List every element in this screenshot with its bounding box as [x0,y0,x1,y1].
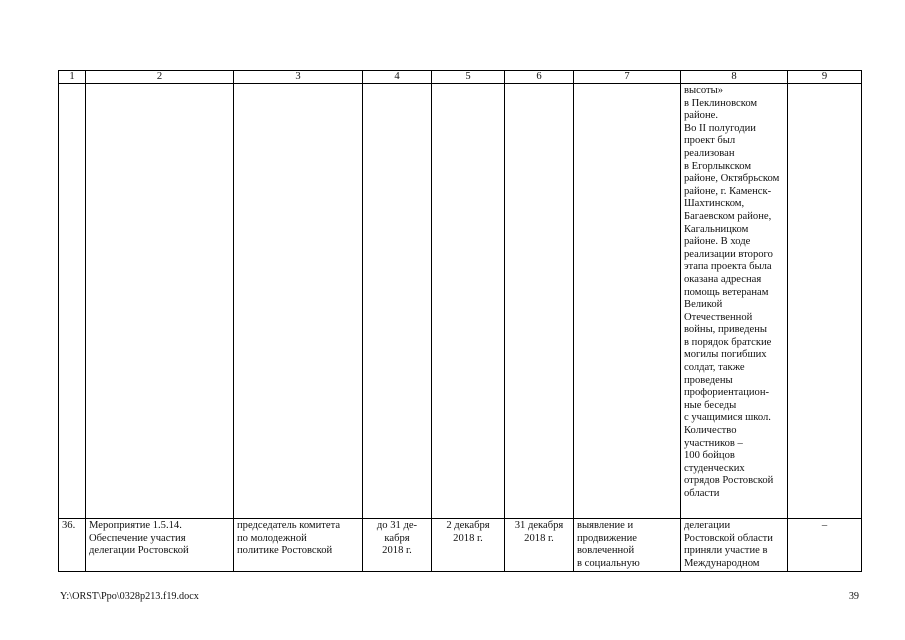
text-line: участников – [684,437,743,449]
text-line: 2018 г. [524,532,554,544]
text-line: 100 бойцов [684,450,735,462]
text-line: высоты» [684,85,724,96]
column-number: 7 [574,71,681,84]
cell-responsible [234,519,363,572]
text-line: области [684,488,720,499]
text-line: до 31 де- [376,520,418,531]
column-number: 2 [86,71,234,84]
text-line: вовлеченной [577,545,635,557]
text-line: Багаевском районе, [684,210,772,222]
text-line: Кагальницком [684,223,749,235]
table-row [59,519,862,572]
cell-empty [505,84,574,519]
cell-start-date [432,519,505,572]
column-number: 5 [432,71,505,84]
text-line: по молодежной [237,532,307,544]
cell-empty [234,84,363,519]
cell-empty [59,84,86,519]
cell-row-number: 36. [59,519,86,572]
column-number: 4 [363,71,432,84]
text-line: Количество [684,425,737,437]
text-line: 2018 г. [382,545,412,557]
text-line: делегации Ростовской [89,545,189,557]
text-line: приняли участие в [684,545,768,557]
text-line: реализован [684,147,735,159]
text-line: оказана адресная [684,273,762,285]
text-line: районе, г. Каменск- [684,185,772,197]
column-number: 9 [788,71,862,84]
column-number: 8 [681,71,788,84]
text-line: Отечественной [684,311,753,323]
page-number: 39 [848,591,859,602]
cell-result-text [681,84,788,519]
cell-result-text [681,519,788,572]
cell-end-date [505,519,574,572]
text-line: продвижение [577,532,637,544]
text-line: солдат, также [684,362,745,374]
text-line: Великой [684,299,723,311]
text-line: 31 декабря [514,520,564,531]
text-line: войны, приведены [684,324,767,336]
text-line: могилы погибших [684,349,767,361]
text-line: в Егорлыкском [684,160,752,172]
text-line: Во II полугодии [684,122,756,134]
column-number-row [59,71,862,84]
text-line: помощь ветеранам [684,286,769,298]
text-line: проведены [684,374,733,386]
text-line: районе. [684,110,718,122]
text-line: районе, Октябрьском [684,173,780,185]
text-line: в социальную [577,557,640,569]
text-line: с учащимися школ. [684,412,771,424]
cell-empty [86,84,234,519]
column-number: 6 [505,71,574,84]
cell-expected-result [574,519,681,572]
text-line: реализации второго [684,248,773,260]
column-number: 3 [234,71,363,84]
text-line: выявление и [577,520,634,531]
text-line: в Пеклиновском [684,97,758,109]
text-line: Международном [684,557,760,569]
table-row [59,84,862,519]
cell-notes: – [788,519,862,572]
text-line: делегации [684,520,731,531]
cell-empty [574,84,681,519]
text-line: отрядов Ростовской [684,475,774,487]
text-line: Шахтинском, [684,198,745,210]
text-line: Мероприятие 1.5.14. [89,520,182,531]
text-line: этапа проекта была [684,261,772,273]
text-line: 2018 г. [453,532,483,544]
document-table [58,70,862,572]
text-line: проект был [684,135,736,147]
cell-activity [86,519,234,572]
cell-empty [432,84,505,519]
text-line: Ростовской области [684,532,773,544]
text-line: кабря [384,532,410,544]
text-line: председатель комитета [237,520,341,531]
text-line: в порядок братские [684,336,772,348]
text-line: 2 декабря [446,520,490,531]
text-line: районе. В ходе [684,236,751,248]
footer-file-path: Y:\ORST\Ppo\0328p213.f19.docx [60,591,199,602]
cell-planned-date [363,519,432,572]
text-line: студенческих [684,462,745,474]
column-number: 1 [59,71,86,84]
text-line: Обеспечение участия [89,532,186,544]
text-line: профориентацион- [684,387,770,399]
text-line: ные беседы [684,399,737,411]
cell-empty [788,84,862,519]
cell-empty [363,84,432,519]
text-line: политике Ростовской [237,545,333,557]
